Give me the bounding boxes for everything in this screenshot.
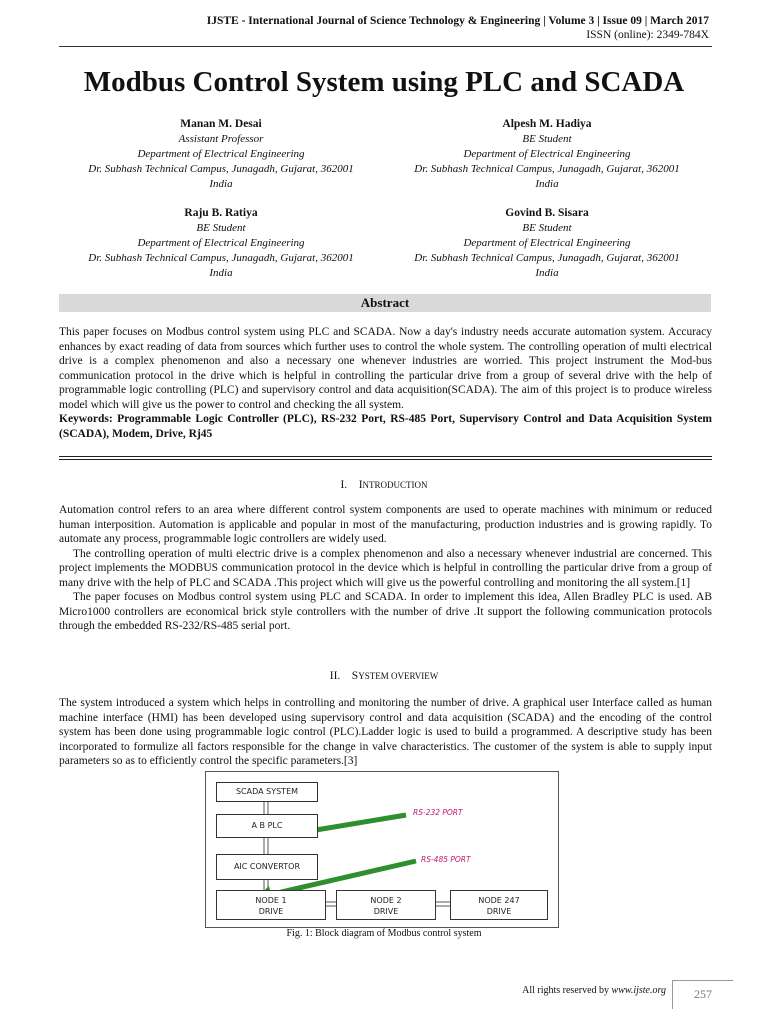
author-name: Manan M. Desai xyxy=(180,118,262,130)
author-block xyxy=(382,116,712,192)
abstract-text: This paper focuses on Modbus control system using PLC and SCADA. Now a day's industry needs accurate automation system. Accuracy enhances by exact reading of data from sources which further uses to control the whole system. The controlling operation of multi electrical drive is a complex phenomenon and also a necessary one whenever industries are worried. This project instrument the Mod-bus communication protocol in the drive which is helpful in controlling the particular drive from a group of several drive with the help of programmable logic controlling (PLC) and supervisory control and data acquisition(SCADA). The aim of this project is to produce wireless model which will give us the power to control and checking the all system. xyxy=(59,326,712,411)
author-institution: Dr. Subhash Technical Campus, Junagadh, Gujarat, 362001 xyxy=(88,163,354,175)
author-institution: Dr. Subhash Technical Campus, Junagadh, Gujarat, 362001 xyxy=(414,163,680,175)
figure-caption: Fig. 1: Block diagram of Modbus control system xyxy=(286,928,482,939)
author-dept: Department of Electrical Engineering xyxy=(463,148,631,160)
author-block xyxy=(56,116,386,192)
converter-block: AIC CONVERTOR xyxy=(216,854,318,880)
author-institution: Dr. Subhash Technical Campus, Junagadh, Gujarat, 362001 xyxy=(414,252,680,264)
author-dept: Department of Electrical Engineering xyxy=(137,148,305,160)
node-label: NODE 247 xyxy=(478,896,520,905)
abstract-heading: Abstract xyxy=(59,294,711,312)
drive-label: DRIVE xyxy=(258,907,284,916)
paragraph: The controlling operation of multi electric drive is a complex phenomenon and also a necessary whenever industrial are concerned. This project implements the MODBUS communication protocol in the device which is helpful in controlling the particular drive from a group of many drive with the help of PLC and SCADA .This project which will give us the powerful controlling and monitoring the all system.[1] xyxy=(59,547,712,589)
section-title-initial: I xyxy=(358,479,363,491)
abstract-body xyxy=(59,325,712,441)
plc-block: A B PLC xyxy=(216,814,318,838)
drive-label: DRIVE xyxy=(486,907,512,916)
author-country: India xyxy=(209,267,233,279)
author-role: BE Student xyxy=(522,222,572,234)
section-heading xyxy=(0,669,768,683)
author-block xyxy=(382,205,712,281)
author-country: India xyxy=(209,178,233,190)
section-title-initial: S xyxy=(351,670,359,682)
author-dept: Department of Electrical Engineering xyxy=(463,237,631,249)
keywords xyxy=(59,412,712,441)
section-heading xyxy=(0,478,768,492)
site-link[interactable]: www.ijste.org xyxy=(611,985,666,996)
page-number: 257 xyxy=(672,980,733,1009)
author-country: India xyxy=(535,267,559,279)
node-label: NODE 2 xyxy=(370,896,402,905)
author-block xyxy=(56,205,386,281)
node2-drive-block xyxy=(336,890,436,920)
block-diagram xyxy=(205,771,559,928)
section-body xyxy=(59,696,712,769)
author-name: Alpesh M. Hadiya xyxy=(502,118,592,130)
author-role: BE Student xyxy=(196,222,246,234)
node247-drive-block xyxy=(450,890,548,920)
node1-drive-block xyxy=(216,890,326,920)
paragraph: The system introduced a system which helps in controlling and monitoring the number of drive. A graphical user Interface called as human machine interface (HMI) has been developed using supervisory control and data acquisition (SCADA) and the encoding of the control system has been done using programmable logic control (PLC).Ladder logic is used to build a programmed. A descriptive study has been incorporated to formulize all factors responsible for the change in valve characteristics. The customer of the system is able to supply input parameters so as to efficiently control the specific parameters.[3] xyxy=(59,697,712,767)
rs485-label: RS-485 PORT xyxy=(421,855,471,864)
journal-header: IJSTE - International Journal of Science Technology & Engineering | Volume 3 | Issue 09 | March 2017 xyxy=(206,15,709,27)
section-number: I. xyxy=(340,479,348,491)
scada-system-block: SCADA SYSTEM xyxy=(216,782,318,802)
footer-rights xyxy=(0,985,666,996)
author-role: BE Student xyxy=(522,133,572,145)
author-name: Raju B. Ratiya xyxy=(184,207,258,219)
drive-label: DRIVE xyxy=(373,907,399,916)
author-name: Govind B. Sisara xyxy=(505,207,589,219)
keywords-list: Programmable Logic Controller (PLC), RS-232 Port, RS-485 Port, Supervisory Control and Data Acquisition System (SCADA), Modem, Drive, Rj45 xyxy=(59,413,713,440)
paragraph: Automation control refers to an area where different control system components are used to operate machines with minimum or reduced human interposition. Automation is applicable and popular in most of the manufacturing, production industries and is growing rapidly. To automate any process, programmable logic controllers are widely used. xyxy=(59,504,712,545)
paragraph: The paper focuses on Modbus control system using PLC and SCADA. In order to implement this idea, Allen Bradley PLC is used. AB Micro1000 controllers are economical brick style controllers with the number of drive .It support the following communication protocols through the embedded RS-232/RS-485 serial port. xyxy=(59,591,712,632)
section-title-rest: NTRODUCTION xyxy=(362,480,428,490)
author-role: Assistant Professor xyxy=(178,133,264,145)
header-rule xyxy=(59,46,712,47)
section-title-rest: YSTEM OVERVIEW xyxy=(358,671,439,681)
section-number: II. xyxy=(329,670,341,682)
section-divider xyxy=(59,456,712,460)
paper-title: Modbus Control System using PLC and SCADA xyxy=(83,66,685,98)
author-institution: Dr. Subhash Technical Campus, Junagadh, Gujarat, 362001 xyxy=(88,252,354,264)
author-country: India xyxy=(535,178,559,190)
author-dept: Department of Electrical Engineering xyxy=(137,237,305,249)
rs232-label: RS-232 PORT xyxy=(413,808,463,817)
issn-line: ISSN (online): 2349-784X xyxy=(586,29,709,41)
keywords-label: Keywords: xyxy=(59,413,113,425)
rights-text: All rights reserved by xyxy=(522,985,610,996)
section-body xyxy=(59,503,712,634)
node-label: NODE 1 xyxy=(255,896,287,905)
